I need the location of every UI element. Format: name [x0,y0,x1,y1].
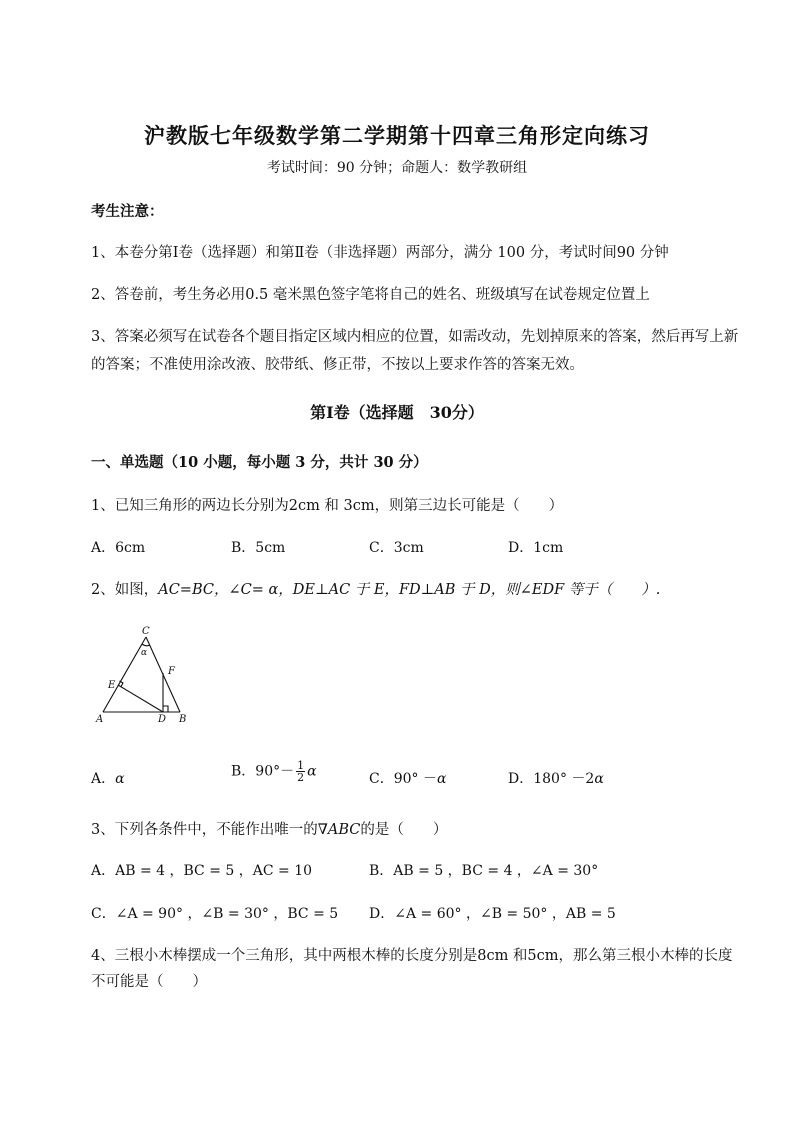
fraction-one-half: $\frac{1}{2}$ [297,759,305,784]
label-a: A [96,714,104,725]
q3-option-c: C．∠A = 90° ，∠B = 30° ，BC = 5 [91,906,339,922]
question-2-stem [91,578,660,599]
right-angle-d [163,706,168,712]
q1-option-b: B．5cm [231,540,286,556]
q3-option-b: B．AB = 5 ，BC = 4 ，∠A = 30° [369,863,599,879]
label-e: E [108,680,116,691]
label-d: D [158,714,167,725]
q2-option-b: B．90°－ $\frac{1}{2}$ α [231,759,317,784]
question-1-stem: 1、已知三角形的两边长分别为2cm 和 3cm，则第三边长可能是（ ） [91,498,564,514]
question-4-stem: 4、三根小木棒摆成一个三角形，其中两根木棒的长度分别是8cm 和5cm，那么第三根小木棒的长度 [91,948,733,964]
notice-heading: 考生注意： [91,203,164,220]
q1-option-c: C．3cm [369,540,424,556]
segment-de [118,685,163,712]
q2-stem-prefix: 2、如图， [91,582,159,598]
q1-option-a: A．6cm [91,540,146,556]
notice-item-1: 1、本卷分第Ⅰ卷（选择题）和第Ⅱ卷（非选择题）两部分，满分 100 分，考试时间90 分钟 [91,245,669,261]
notice-item-2: 2、答卷前，考生务必用0.5 毫米黑色签字笔将自己的姓名、班级填写在试卷规定位置上 [91,287,650,303]
label-f: F [168,666,175,677]
side-ac [103,637,146,712]
q2-stem-math: AC=BC，∠C= α，DE⊥AC 于 E，FD⊥AB 于 D，则∠EDF 等于（ ）. [158,582,661,598]
part-heading: 一、单选题（10 小题，每小题 3 分，共计 30 分） [91,454,428,471]
section-title: 第Ⅰ卷（选择题 30分） [310,403,484,422]
q3-option-a: A．AB = 4 ，BC = 5 ，AC = 10 [91,863,313,879]
q3-option-d: D．∠A = 60° ，∠B = 50° ，AB = 5 [369,906,616,922]
q2-option-c: C．90° －α [369,771,447,787]
question-4-stem-cont: 不可能是（ ） [91,974,207,990]
question-3-stem: 3、下列各条件中，不能作出唯一的∇ABC的是（ ） [91,822,448,838]
label-alpha: α [141,648,148,658]
label-b: B [179,714,187,725]
exam-info: 考试时间：90 分钟；命题人：数学教研组 [266,160,528,176]
q2-option-d: D．180° －2α [508,771,604,787]
notice-item-3: 3、答案必须写在试卷各个题目指定区域内相应的位置，如需改动，先划掉原来的答案，然后再写上新 [91,329,739,345]
triangle-figure [88,622,208,726]
q2-option-a: A．α [91,771,125,787]
label-c: C [142,626,150,637]
q1-option-d: D．1cm [508,540,564,556]
notice-item-3-cont: 的答案；不准使用涂改液、胶带纸、修正带，不按以上要求作答的答案无效。 [91,357,584,373]
page-title: 沪教版七年级数学第二学期第十四章三角形定向练习 [144,123,650,148]
